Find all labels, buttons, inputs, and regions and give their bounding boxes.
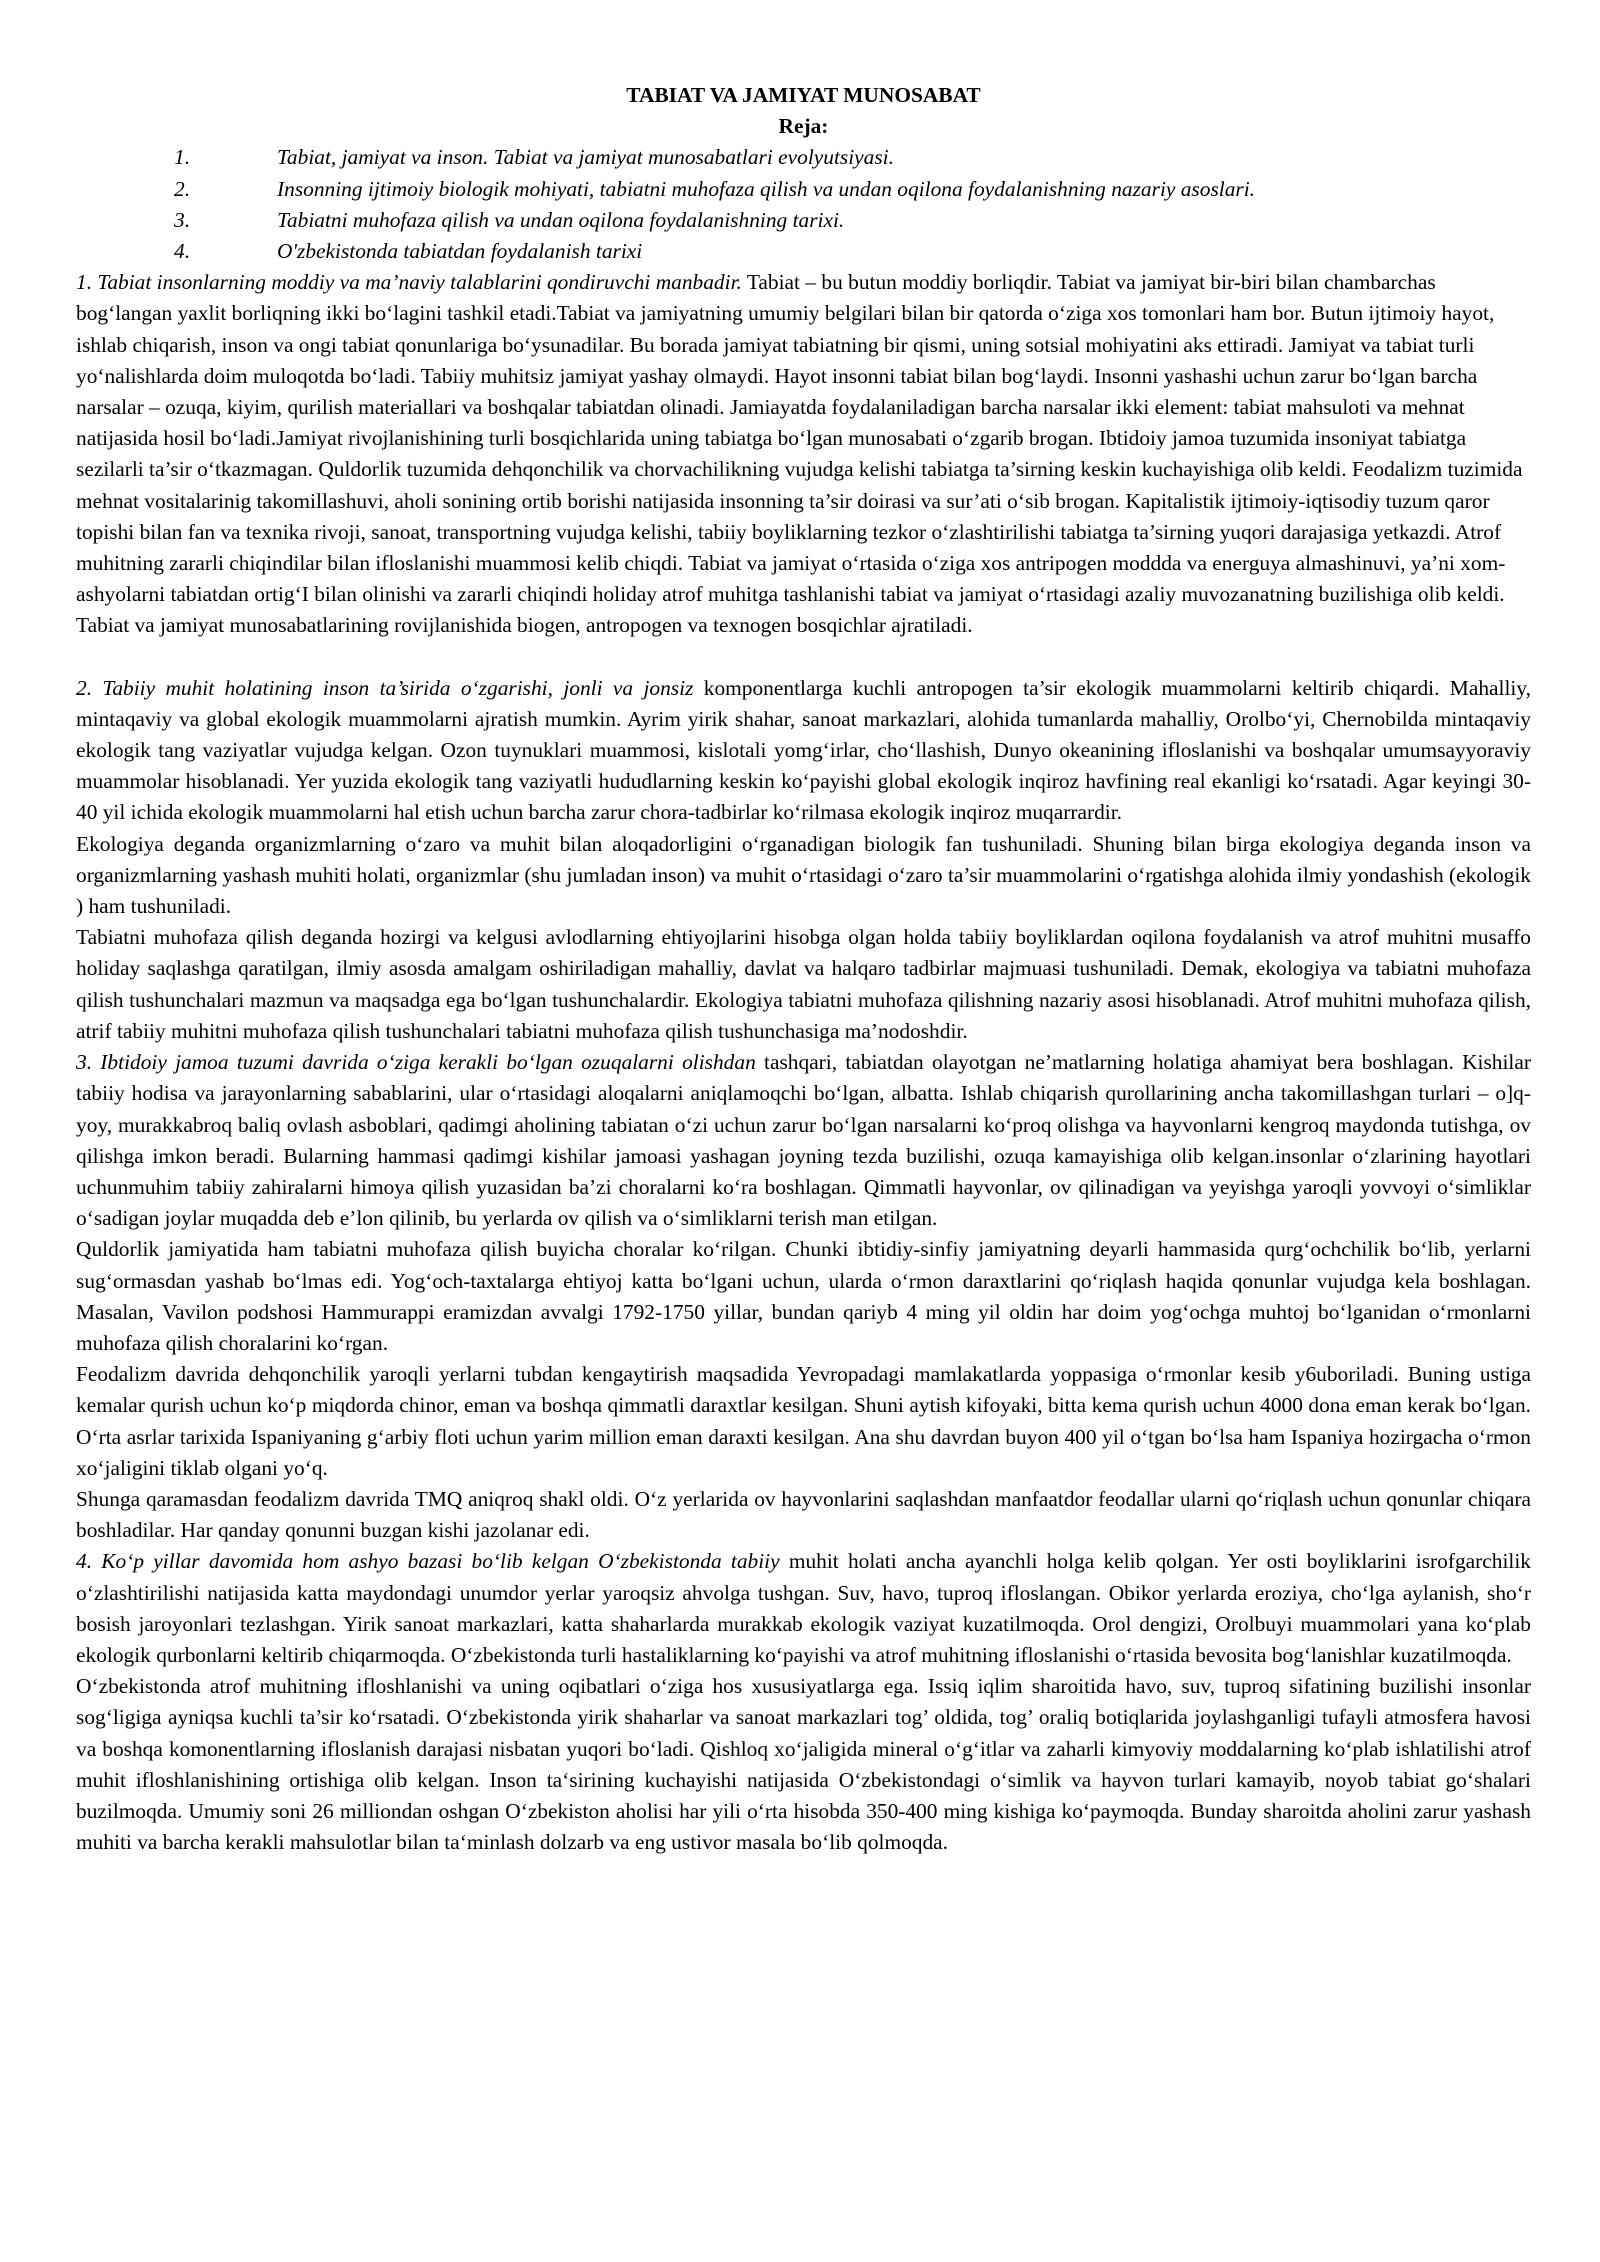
- section-2-paragraph: [76, 673, 1531, 829]
- plan-item-text: Tabiat, jamiyat va inson. Tabiat va jamiyat munosabatlari evolyutsiyasi.: [277, 145, 894, 170]
- feudal-laws-paragraph: Shunga qaramasdan feodalizm davrida TMQ aniqroq shakl oldi. O‘z yerlarida ov hayvonlarini saqlashdan manfaatdor feodallar ularni qo‘riqlash uchun qonunlar chiqara boshladilar. Har qanday qonunni buzgan kishi jazolanar edi.: [76, 1486, 1531, 1543]
- nature-protection-paragraph: Tabiatni muhofaza qilish deganda hozirgi va kelgusi avlodlarning ehtiyojlarini hisobga olgan holda tabiiy boyliklardan oqilona foydalanish va atrof muhitni musaffo holiday saqlashga qaratilgan, ilmiy asosda amalgam oshiriladigan mahalliy, davlat va halqaro tadbirlar majmuasi tushuniladi. Demak, ekologiya va tabiatni muhofaza qilish tushunchalari mazmun va maqsadga ega bo‘lgan tushunchalardir. Ekologiya tabiatni muhofaza qilishning nazariy asosi hisoblanadi. Atrof muhitni muhofaza qilish, atrif tabiiy muhitni muhofaza qilish tushunchalari tabiatni muhofaza qilish tushunchasiga ma’nodoshdir.: [76, 925, 1531, 1043]
- section-lead: 1. Tabiat insonlarning moddiy va ma’naviy talablarini qondiruvchi manbadir.: [76, 270, 742, 295]
- plan-item-number: 4.: [174, 239, 191, 264]
- section-1-paragraph: [76, 267, 1531, 641]
- paragraph-text: komponentlarga kuchli antropogen ta’sir ekologik muammolarni keltirib chiqardi. Mahalliy, mintaqaviy va global ekologik muammolarni ajratish mumkin. Ayrim yirik shahar, sanoat markazlari, alohida tumanlarda mahalliy, Orolbo‘yi, Chernobilda mintaqaviy ekologik tang vaziyatlar vujudga kelgan. Ozon tuynuklari muammosi, kislotali yomg‘irlar, cho‘llashish, Dunyo okeanining ifloslanishi va boshqalar umumsayyoraviy muammolar hisoblanadi. Yer yuzida ekologik tang vaziyatli hududlarning keskin ko‘payishi global ekologik inqiroz havfining real ekanligi ko‘rsatadi. Agar keyingi 30-40 yil ichida ekologik muammolarni hal etish uchun barcha zarur chora-tadbirlar ko‘rilmasa ekologik inqiroz muqarrardir.: [76, 675, 1531, 825]
- section-3-paragraph: [76, 1047, 1531, 1234]
- uzbekistan-pollution-paragraph: O‘zbekistonda atrof muhitning ifloshlanishi va uning oqibatlari o‘ziga hos xususiyatlarga ega. Issiq iqlim sharoitida havo, suv, tuproq sifatining buzilishi insonlar sog‘ligiga ayniqsa kuchli ta’sir ko‘rsatadi. O‘zbekistonda yirik shaharlar va sanoat markazlari tog’ oldida, tog’ oraliq botiqlarida joylashganligi tufayli atmosfera havosi va boshqa komonentlarning ifloslanish darajasi nisbatan yuqori bo‘ladi. Qishloq xo‘jaligida mineral o‘g‘itlar va zaharli kimyoviy moddalarning ko‘plab ishlatilishi atrof muhit ifloshlanishining ortishiga olib kelgan. Inson ta‘sirining kuchayishi natijasida O‘zbekistondagi o‘simlik va hayvon turlari kamayib, noyob tabiat go‘shalari buzilmoqda. Umumiy soni 26 milliondan oshgan O‘zbekiston aholisi har yili o‘rta hisobda 350-400 ming kishiga ko‘paymoqda. Bunday sharoitda aholini zarur yashash muhiti va barcha kerakli mahsulotlar bilan ta‘minlash dolzarb va eng ustivor masala bo‘lib qolmoqda.: [76, 1674, 1531, 1855]
- section-lead: 2. Tabiiy muhit holatining inson ta’sirida o‘zgarishi, jonli va jonsiz: [76, 675, 694, 700]
- section-lead: 4. Ko‘p yillar davomida hom ashyo bazasi bo‘lib kelgan O‘zbekistonda tabiiy: [76, 1549, 780, 1574]
- plan-item-text: O'zbekistonda tabiatdan foydalanish tarixi: [277, 239, 643, 264]
- paragraph-text: muhit holati ancha ayanchli holga kelib qolgan. Yer osti boyliklarini isrofgarchilik o‘zlashtirilishi natijasida katta maydondagi unumdor yerlar yaroqsiz ahvolga tushgan. Suv, havo, tuproq ifloslangan. Obikor yerlarda eroziya, cho‘lga aylanish, sho‘r bosish jaroyonlari tezlashgan. Yirik sanoat markazlari, katta shaharlarda murakkab ekologik vaziyat kuzatilmoqda. Orol dengizi, Orolbuyi muammolari yana ko‘plab ekologik qurbonlarni keltirib chiqarmoqda. O‘zbekistonda turli hastaliklarning ko‘payishi va atrof muhitning ifloslanishi o‘rtasida bevosita bog‘lanishlar kuzatilmoqda.: [76, 1549, 1531, 1667]
- section-4-paragraph: [76, 1546, 1531, 1671]
- paragraph-text: tashqari, tabiatdan olayotgan ne’matlarning holatiga ahamiyat bera boshlagan. Kishilar tabiiy hodisa va jarayonlarning sabablarini, ular o‘rtasidagi aloqalarni aniqlamoqchi bo‘lgan, albatta. Ishlab chiqarish qurollarining ancha takomillashgan turlari – o]q-yoy, murakkabroq baliq ovlash asboblari, qadimgi aholining tabiatan o‘zi uchun zarur bo‘lgan narsalarni ko‘proq olishga va hayvonlarni kengroq maydonda tutishga, ov qilishga imkon beradi. Bularning hammasi qadimgi kishilar jamoasi yashagan joyning tezda buzilishi, ozuqa kamayishiga olib kelgan.insonlar o‘zlarining hayotlari uchunmuhim tabiiy zahiralarni himoya qilish yuzasidan ba’zi choralarni ko‘ra boshlagan. Qimmatli hayvonlar, ov qilinadigan va yeyishga yaroqli yovvoyi o‘simliklar o‘sadigan joylar muqadda deb e’lon qilinib, bu yerlarda ov qilish va o‘simliklarni terish man etilgan.: [76, 1050, 1531, 1231]
- plan-item: [76, 205, 1531, 236]
- document-page: [76, 80, 1531, 1858]
- plan-item: [76, 142, 1531, 173]
- plan-item-number: 2.: [174, 176, 191, 201]
- plan-item-text: Insonning ijtimoiy biologik mohiyati, tabiatni muhofaza qilish va undan oqilona foydalanishning nazariy asoslari.: [277, 176, 1256, 201]
- plan-item-text: Tabiatni muhofaza qilish va undan oqilona foydalanishning tarixi.: [277, 207, 845, 232]
- plan-list: [76, 142, 1531, 267]
- plan-heading: Reja:: [778, 114, 829, 139]
- plan-item-number: 3.: [174, 207, 191, 232]
- ecology-definition-paragraph: Ekologiya deganda organizmlarning o‘zaro va muhit bilan aloqadorligini o‘rganadigan biologik fan tushuniladi. Shuning bilan birga ekologiya deganda inson va organizmlarning yashash muhiti holati, organizmlar (shu jumladan inson) va muhit o‘rtasidagi o‘zaro ta’sir muammolarini o‘rgatishga alohida ilmiy yondashish (ekologik ) ham tushuniladi.: [76, 831, 1531, 919]
- feudalism-paragraph: Feodalizm davrida dehqonchilik yaroqli yerlarni tubdan kengaytirish maqsadida Yevropadagi mamlakatlarda yoppasiga o‘rmonlar kesib y6uboriladi. Buning ustiga kemalar qurish uchun ko‘p miqdorda chinor, eman va boshqa qimmatli daraxtlar kesilgan. Shuni aytish kifoyaki, bitta kema qurish uchun 4000 dona eman kerak bo‘lgan. O‘rta asrlar tarixida Ispaniyaning g‘arbiy floti uchun yarim million eman daraxti kesilgan. Ana shu davrdan buyon 400 yil o‘tgan bo‘lsa ham Ispaniya hozirgacha o‘rmon xo‘jaligini tiklab olgani yo‘q.: [76, 1362, 1531, 1480]
- slavery-society-paragraph: Quldorlik jamiyatida ham tabiatni muhofaza qilish buyicha choralar ko‘rilgan. Chunki ibtidiy-sinfiy jamiyatning deyarli hammasida qurg‘ochchilik bo‘lib, yerlarni sug‘ormasdan yashab bo‘lmas edi. Yog‘och-taxtalarga ehtiyoj katta bo‘lgani uchun, ularda o‘rmon daraxtlarini qo‘riqlash haqida qonunlar vujudga kela boshlagan. Masalan, Vavilon podshosi Hammurappi eramizdan avvalgi 1792-1750 yillar, bundan qariyb 4 ming yil oldin har doim yog‘ochga muhtoj bo‘lganidan o‘rmonlarni muhofaza qilish choralarini ko‘rgan.: [76, 1237, 1531, 1355]
- plan-item: [76, 236, 1531, 267]
- paragraph-text: Tabiat – bu butun moddiy borliqdir. Tabiat va jamiyat bir-biri bilan chambarchas bog‘langan yaxlit borliqning ikki bo‘lagini tashkil etadi.Tabiat va jamiyatning umumiy belgilari bilan bir qatorda o‘ziga xos tomonlari ham bor. Butun ijtimoiy hayot, ishlab chiqarish, inson va ongi tabiat qonunlariga bo‘ysunadilar. Bu borada jamiyat tabiatning bir qismi, uning sotsial mohiyatini aks ettiradi. Jamiyat va tabiat turli yo‘nalishlarda doim muloqotda bo‘ladi. Tabiiy muhitsiz jamiyat yashay olmaydi. Hayot insonni tabiat bilan bog‘laydi. Insonni yashashi uchun zarur bo‘lgan barcha narsalar – ozuqa, kiyim, qurilish materiallari va boshqalar tabiatdan olinadi. Jamiayatda foydalaniladigan barcha narsalar ikki element: tabiat mahsuloti va mehnat natijasida hosil bo‘ladi.Jamiyat rivojlanishining turli bosqichlarida uning tabiatga bo‘lgan munosabati o‘zgarib brogan. Ibtidoiy jamoa tuzumida insoniyat tabiatga sezilarli ta’sir o‘tkazmagan. Quldorlik tuzumida dehqonchilik va chorvachilikning vujudga kelishi tabiatga ta’sirning keskin kuchayishiga olib keldi. Feodalizm tuzimida mehnat vositalarinig takomillashuvi, aholi sonining ortib borishi natijasida insonning ta’sir doirasi va sur’ati o‘sib brogan. Kapitalistik ijtimoiy-iqtisodiy tuzum qaror topishi bilan fan va texnika rivoji, sanoat, transportning vujudga kelishi, tabiiy boyliklarning tezkor o‘zlashtirilishi tabiatga ta’sirning yuqori darajasiga yetkazdi. Atrof muhitning zararli chiqindilar bilan ifloslanishi muammosi kelib chiqdi. Tabiat va jamiyat o‘rtasida o‘ziga xos antripogen moddda va energuya almashinuvi, ya’ni xom-ashyolarni tabiatdan ortig‘I bilan olinishi va zararli chiqindi holiday atrof muhitga tashlanishi tabiat va jamiyat o‘rtasidagi azaliy muvozanatning buzilishiga olib keldi. Tabiat va jamiyat munosabatlarining rovijlanishida biogen, antropogen va texnogen bosqichlar ajratiladi.: [76, 270, 1523, 638]
- document-title: TABIAT VA JAMIYAT MUNOSABAT: [626, 83, 981, 107]
- plan-item: [76, 174, 1531, 205]
- paragraph-spacer: [76, 642, 1531, 673]
- plan-item-number: 1.: [174, 145, 191, 170]
- section-lead: 3. Ibtidoiy jamoa tuzumi davrida o‘ziga kerakli bo‘lgan ozuqalarni olishdan: [76, 1050, 756, 1075]
